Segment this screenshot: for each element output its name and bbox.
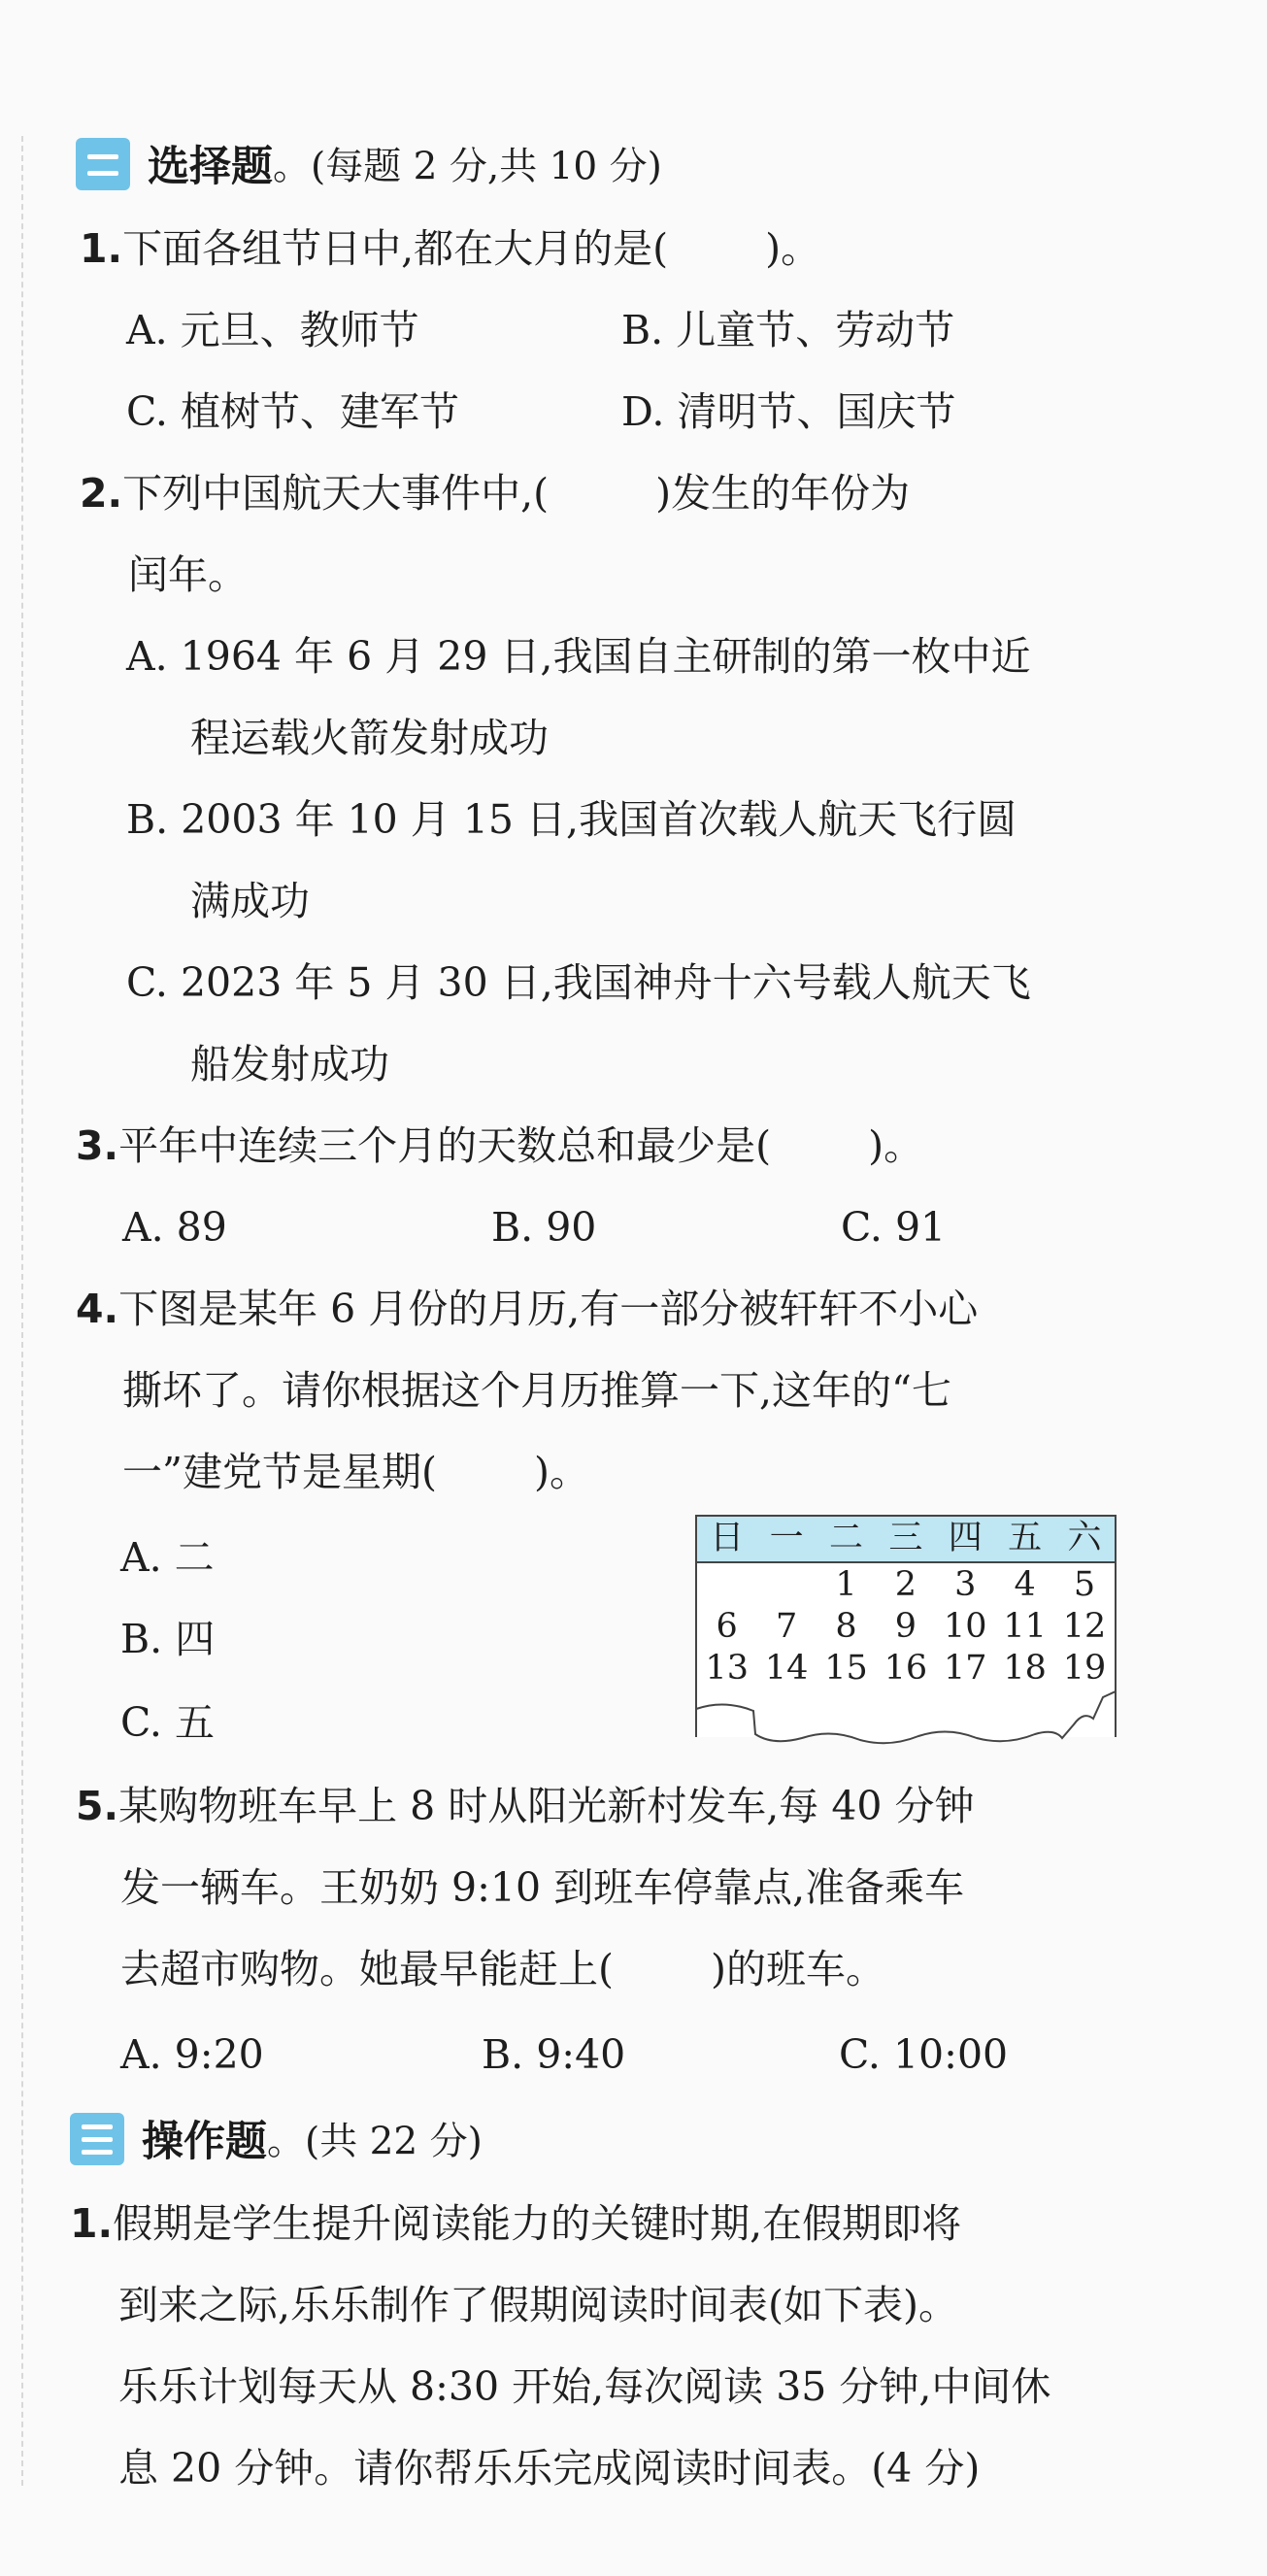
q2-option-c-line1: C. 2023 年 5 月 30 日,我国神舟十六号载人航天飞	[126, 959, 1031, 1006]
calendar-day: 17	[943, 1649, 987, 1688]
q2-stem-line1	[80, 466, 910, 520]
calendar-day: 14	[764, 1649, 809, 1688]
section-2-badge-icon	[76, 138, 130, 190]
q4-stem-end: )。	[533, 1449, 589, 1495]
q1-option-d: D. 清明节、国庆节	[621, 388, 956, 435]
calendar-day: 3	[954, 1565, 977, 1604]
calendar-day: 13	[705, 1649, 749, 1688]
q4-stem-line2: 撕坏了。请你根据这个月历推算一下,这年的“七	[122, 1367, 951, 1414]
section-2-title: 选择题	[148, 143, 273, 191]
q1-stem-text: 下面各组节日中,都在大月的是(	[122, 225, 669, 272]
p1-line3: 乐乐计划每天从 8:30 开始,每次阅读 35 分钟,中间休	[118, 2363, 1051, 2410]
calendar-header-cell: 四	[948, 1519, 983, 1557]
q1-option-a: A. 元旦、教师节	[126, 307, 419, 353]
q5-stem-line1	[76, 1779, 975, 1833]
calendar-day: 5	[1073, 1565, 1096, 1604]
q4-stem-line3	[122, 1445, 589, 1499]
q3-stem	[76, 1119, 923, 1173]
calendar-week	[697, 1647, 1115, 1689]
p1-line4: 息 20 分钟。请你帮乐乐完成阅读时间表。(4 分)	[118, 2445, 981, 2492]
q2-option-b-line2: 满成功	[190, 878, 310, 924]
calendar-day: 1	[835, 1565, 857, 1604]
q5-option-a: A. 9:20	[120, 2031, 264, 2078]
calendar-day	[697, 1563, 756, 1605]
q2-option-b-line1: B. 2003 年 10 月 15 日,我国首次载人航天飞行圆	[126, 796, 1017, 843]
calendar-header-cell: 日	[710, 1519, 745, 1557]
calendar-header-cell: 六	[1067, 1519, 1102, 1557]
q5-number: 5.	[76, 1783, 119, 1829]
calendar-header-cell: 三	[888, 1519, 923, 1557]
q3-option-b: B. 90	[491, 1204, 597, 1251]
q4-stem-text3: 一”建党节是星期(	[122, 1449, 437, 1495]
calendar-header-cell: 五	[1008, 1519, 1043, 1557]
q3-stem-text: 平年中连续三个月的天数总和最少是(	[118, 1122, 772, 1169]
calendar-day: 19	[1062, 1649, 1107, 1688]
calendar-day: 11	[1003, 1607, 1047, 1646]
q5-option-b: B. 9:40	[482, 2031, 626, 2078]
q4-option-c: C. 五	[120, 1699, 215, 1746]
q1-stem	[80, 221, 820, 276]
q1-option-c: C. 植树节、建军节	[126, 388, 459, 435]
section-3-note: 。(共 22 分)	[267, 2120, 483, 2164]
q4-option-a: A. 二	[120, 1534, 215, 1581]
q5-stem-text1: 某购物班车早上 8 时从阳光新村发车,每 40 分钟	[118, 1783, 975, 1829]
p1-number: 1.	[70, 2200, 114, 2247]
q3-option-c: C. 91	[841, 1204, 947, 1251]
q5-stem-end: )的班车。	[711, 1946, 885, 1992]
q4-stem-text1: 下图是某年 6 月份的月历,有一部分被轩轩不小心	[118, 1286, 979, 1332]
calendar-day: 8	[835, 1607, 857, 1646]
p1-line1	[70, 2196, 961, 2251]
calendar-torn-edge	[695, 1689, 1117, 1748]
q2-stem-end: )发生的年份为	[655, 470, 911, 517]
q2-option-a-line1: A. 1964 年 6 月 29 日,我国自主研制的第一枚中近	[126, 633, 1031, 680]
q3-number: 3.	[76, 1122, 119, 1169]
calendar-day: 6	[716, 1607, 738, 1646]
q2-stem-line2: 闰年。	[128, 552, 248, 598]
section-2-header	[76, 134, 662, 192]
calendar-day: 10	[943, 1607, 987, 1646]
calendar-header-cell: 一	[769, 1519, 804, 1557]
calendar-day: 2	[894, 1565, 917, 1604]
calendar-day: 18	[1003, 1649, 1047, 1688]
calendar-day: 9	[894, 1607, 917, 1646]
q2-stem-text: 下列中国航天大事件中,(	[122, 470, 550, 517]
calendar-day: 12	[1062, 1607, 1107, 1646]
q4-option-b: B. 四	[120, 1616, 216, 1662]
q2-option-a-line2: 程运载火箭发射成功	[190, 715, 549, 761]
q4-stem-line1	[76, 1282, 978, 1336]
q3-option-a: A. 89	[122, 1204, 227, 1251]
q5-stem-text3: 去超市购物。她最早能赶上(	[120, 1946, 614, 1992]
calendar-day: 4	[1014, 1565, 1036, 1604]
q5-stem-line3	[120, 1942, 885, 1996]
q2-option-c-line2: 船发射成功	[190, 1041, 389, 1087]
q1-option-b: B. 儿童节、劳动节	[621, 307, 955, 353]
q4-number: 4.	[76, 1286, 119, 1332]
p1-line2: 到来之际,乐乐制作了假期阅读时间表(如下表)。	[118, 2282, 959, 2328]
section-2-note: 。(每题 2 分,共 10 分)	[273, 145, 662, 189]
calendar-week	[697, 1605, 1115, 1647]
calendar-day: 15	[824, 1649, 868, 1688]
section-3-header	[70, 2109, 483, 2167]
calendar-day	[756, 1563, 816, 1605]
calendar-day: 7	[775, 1607, 798, 1646]
q3-stem-end: )。	[868, 1122, 924, 1169]
q5-option-c: C. 10:00	[839, 2031, 1009, 2078]
q5-stem-line2: 发一辆车。王奶奶 9:10 到班车停靠点,准备乘车	[120, 1864, 965, 1911]
page-margin-line	[21, 136, 23, 2486]
q1-number: 1.	[80, 225, 123, 272]
p1-text1: 假期是学生提升阅读能力的关键时期,在假期即将	[113, 2200, 962, 2247]
calendar-day: 16	[884, 1649, 928, 1688]
calendar-header	[697, 1517, 1115, 1563]
section-3-title: 操作题	[142, 2118, 267, 2166]
calendar-week	[697, 1563, 1115, 1605]
q1-stem-end: )。	[765, 225, 821, 272]
calendar-header-cell: 二	[828, 1519, 863, 1557]
section-3-badge-icon	[70, 2113, 124, 2165]
q2-number: 2.	[80, 470, 123, 517]
